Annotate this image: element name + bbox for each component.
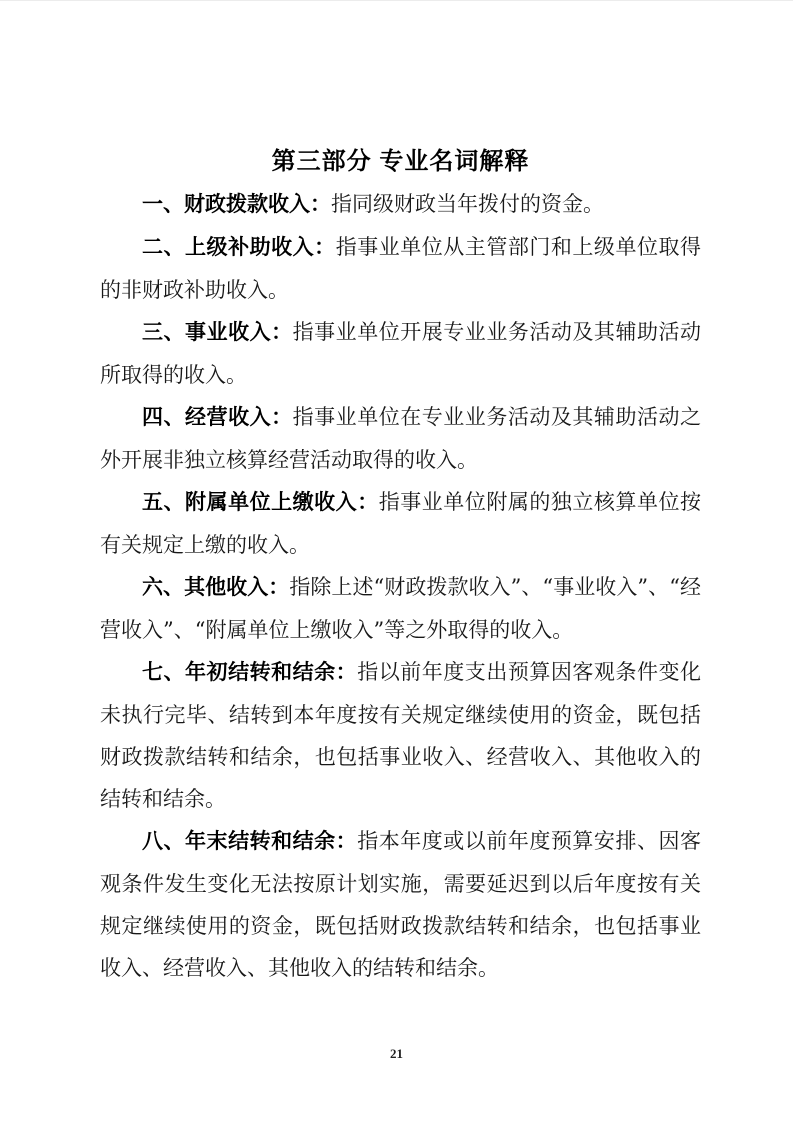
term-definition: 指除上述“财政拨款收入”、“事业收入”、“经营收入”、“附属单位上缴收入”等之外取得的收入。: [100, 575, 701, 642]
term-label: 八、年末结转和结余：: [142, 830, 358, 853]
term-paragraph-7: [100, 651, 701, 820]
term-paragraph-4: [100, 396, 701, 481]
term-definition: 指事业单位附属的独立核算单位按有关规定上缴的收入。: [100, 490, 702, 557]
term-paragraph-5: [100, 481, 701, 566]
term-definition: 指以前年度支出预算因客观条件变化未执行完毕、结转到本年度按有关规定继续使用的资金，既包括财政拨款结转和结余，也包括事业收入、经营收入、其他收入的结转和结余。: [100, 660, 702, 811]
term-label: 一、财政拨款收入：: [142, 193, 331, 216]
page-title: 第三部分 专业名词解释: [271, 148, 530, 175]
term-paragraph-3: [100, 311, 701, 396]
term-label: 四、经营收入：: [142, 406, 293, 429]
page-number: 21: [390, 1046, 403, 1061]
term-definition: 指事业单位开展专业业务活动及其辅助活动所取得的收入。: [100, 320, 701, 387]
term-definition: 指本年度或以前年度预算安排、因客观条件发生变化无法按原计划实施，需要延迟到以后年度按有关规定继续使用的资金，既包括财政拨款结转和结余，也包括事业收入、经营收入、其他收入的结转和结余。: [100, 829, 702, 980]
term-paragraph-8: [100, 820, 701, 989]
term-label: 六、其他收入：: [142, 576, 290, 599]
term-paragraph-6: [100, 566, 701, 651]
term-definition: 指事业单位在专业业务活动及其辅助活动之外开展非独立核算经营活动取得的收入。: [100, 405, 701, 472]
term-label: 五、附属单位上缴收入：: [142, 491, 379, 514]
term-definition: 指事业单位从主管部门和上级单位取得的非财政补助收入。: [100, 235, 702, 302]
term-label: 二、上级补助收入：: [142, 236, 336, 259]
term-paragraph-2: [100, 226, 701, 311]
term-paragraph-1: [100, 183, 701, 226]
term-label: 七、年初结转和结余：: [142, 661, 358, 684]
term-definition: 指同级财政当年拨付的资金。: [331, 192, 604, 216]
document-content: [0, 1, 793, 989]
term-label: 三、事业收入：: [142, 321, 293, 344]
